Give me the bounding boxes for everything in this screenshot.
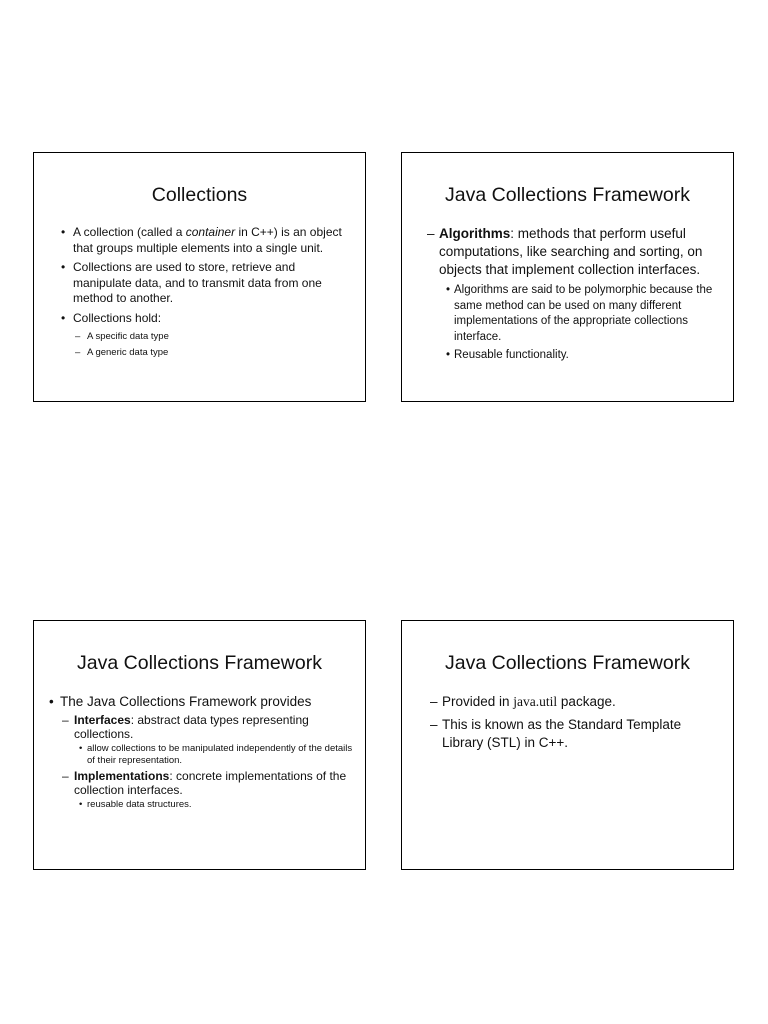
sub-bullet-text: Algorithms are said to be polymorphic because the same method can be used on many different implementations of the appropriate collections interface. <box>454 284 713 343</box>
dash-icon: – <box>430 717 438 732</box>
bullet-icon: • <box>79 799 83 810</box>
bullet-icon: • <box>61 310 66 325</box>
slide-collections <box>33 152 366 402</box>
slide-title: Java Collections Framework <box>445 184 690 206</box>
sub-bullet-text: A specific data type <box>87 331 169 342</box>
bullet-icon: • <box>79 743 83 754</box>
slide-body <box>402 693 725 757</box>
bullet-text: Collections hold: <box>73 310 162 325</box>
dash-item-text: Interfaces: abstract data types representing collections. <box>74 713 309 741</box>
sub-bullet-text: A generic data type <box>87 347 169 358</box>
bullet-text: A collection (called a container in C++) is an object that groups multiple elements into a single unit. <box>73 225 342 255</box>
dash-item-text: Algorithms: methods that perform useful computations, like searching and sorting, on objects that implement collection interfaces. <box>439 226 703 277</box>
dash-icon: – <box>75 347 81 358</box>
bullet-icon: • <box>49 694 54 709</box>
bullet-icon: • <box>446 284 451 296</box>
slide-title: Java Collections Framework <box>77 652 322 674</box>
slide-body <box>34 693 357 813</box>
dash-item <box>34 713 357 741</box>
sub-bullet-item <box>34 743 357 767</box>
bullet-item <box>34 225 357 256</box>
bullet-item <box>34 311 357 327</box>
sub-bullet-item <box>402 283 725 345</box>
dash-item <box>402 716 725 752</box>
sub-bullet-item <box>34 346 357 359</box>
bullet-text: The Java Collections Framework provides <box>60 694 312 709</box>
bullet-text: Collections are used to store, retrieve and manipulate data, and to transmit data from one method to another. <box>73 260 322 305</box>
slide-body <box>402 225 725 367</box>
bullet-icon: • <box>61 260 66 274</box>
code-text: java.util <box>513 694 558 709</box>
dash-item-text: Provided in java.util package. <box>442 694 616 709</box>
dash-icon: – <box>75 331 81 342</box>
dash-item <box>402 693 725 711</box>
sub-bullet-item <box>402 348 725 364</box>
slide-framework-provides <box>33 620 366 870</box>
dash-icon: – <box>62 769 69 783</box>
slide-algorithms <box>401 152 734 402</box>
dash-icon: – <box>430 694 438 709</box>
sub-bullet-text: reusable data structures. <box>87 799 192 810</box>
dash-item <box>402 225 725 279</box>
bullet-icon: • <box>446 349 451 361</box>
dash-item <box>34 769 357 797</box>
dash-item-text: Implementations: concrete implementations of the collection interfaces. <box>74 769 347 797</box>
slide-body <box>34 225 357 362</box>
bullet-item <box>34 693 357 711</box>
slide-title: Collections <box>151 184 248 206</box>
bullet-icon: • <box>61 225 66 239</box>
slide-java-util <box>401 620 734 870</box>
sub-bullet-item <box>34 330 357 343</box>
sub-bullet-item <box>34 799 357 811</box>
dash-item-text: This is known as the Standard Template Library (STL) in C++. <box>442 717 682 750</box>
dash-icon: – <box>427 226 435 241</box>
bullet-item <box>34 260 357 307</box>
sub-bullet-text: allow collections to be manipulated independently of the details of their representation. <box>87 743 353 766</box>
dash-icon: – <box>62 713 69 727</box>
sub-bullet-text: Reusable functionality. <box>454 349 569 361</box>
slide-title: Java Collections Framework <box>445 652 690 674</box>
